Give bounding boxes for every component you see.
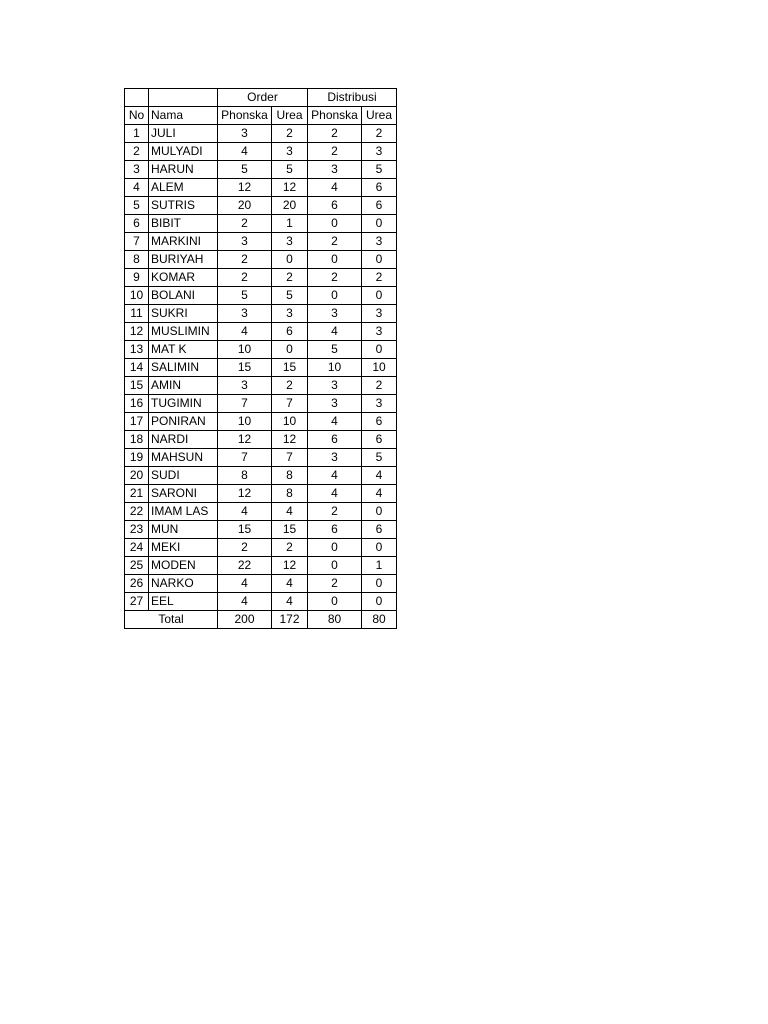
row-number-cell: 13	[125, 341, 149, 359]
table-row	[125, 503, 397, 521]
row-name-cell: NARKO	[149, 575, 218, 593]
table-row	[125, 215, 397, 233]
table-row	[125, 143, 397, 161]
distribusi-phonska-cell: 2	[308, 233, 362, 251]
row-name-cell: MUN	[149, 521, 218, 539]
distribusi-phonska-cell: 5	[308, 341, 362, 359]
table-row	[125, 359, 397, 377]
table-row	[125, 287, 397, 305]
distribusi-phonska-cell: 10	[308, 359, 362, 377]
row-name-cell: JULI	[149, 125, 218, 143]
table-row	[125, 341, 397, 359]
distribusi-phonska-cell: 4	[308, 485, 362, 503]
order-urea-cell: 4	[272, 593, 308, 611]
order-phonska-cell: 3	[218, 377, 272, 395]
distribusi-phonska-cell: 0	[308, 215, 362, 233]
row-name-cell: SUDI	[149, 467, 218, 485]
order-urea-cell: 15	[272, 359, 308, 377]
order-phonska-cell: 3	[218, 233, 272, 251]
row-number-cell: 7	[125, 233, 149, 251]
order-phonska-cell: 2	[218, 539, 272, 557]
distribusi-phonska-cell: 0	[308, 557, 362, 575]
distribusi-urea-cell: 2	[362, 125, 397, 143]
distribusi-urea-cell: 0	[362, 251, 397, 269]
total-distribusi-urea-cell: 80	[362, 611, 397, 629]
row-name-cell: SALIMIN	[149, 359, 218, 377]
distribusi-urea-cell: 6	[362, 413, 397, 431]
distribusi-urea-cell: 3	[362, 143, 397, 161]
row-name-cell: NARDI	[149, 431, 218, 449]
order-phonska-header: Phonska	[218, 107, 272, 125]
order-urea-cell: 12	[272, 431, 308, 449]
order-phonska-cell: 4	[218, 323, 272, 341]
row-number-cell: 21	[125, 485, 149, 503]
order-urea-cell: 20	[272, 197, 308, 215]
order-urea-cell: 8	[272, 485, 308, 503]
order-urea-cell: 4	[272, 503, 308, 521]
order-phonska-cell: 8	[218, 467, 272, 485]
row-number-cell: 1	[125, 125, 149, 143]
row-number-cell: 11	[125, 305, 149, 323]
distribusi-urea-cell: 10	[362, 359, 397, 377]
row-name-cell: MAT K	[149, 341, 218, 359]
table-row	[125, 431, 397, 449]
row-name-cell: KOMAR	[149, 269, 218, 287]
distribusi-urea-cell: 0	[362, 593, 397, 611]
data-table	[124, 88, 397, 629]
table-row	[125, 395, 397, 413]
row-name-cell: MODEN	[149, 557, 218, 575]
order-urea-cell: 15	[272, 521, 308, 539]
row-number-cell: 10	[125, 287, 149, 305]
distribusi-urea-cell: 3	[362, 395, 397, 413]
distribusi-urea-cell: 5	[362, 449, 397, 467]
order-phonska-cell: 12	[218, 431, 272, 449]
distribusi-phonska-cell: 3	[308, 305, 362, 323]
row-number-cell: 8	[125, 251, 149, 269]
row-number-cell: 15	[125, 377, 149, 395]
group-header-row	[125, 89, 397, 107]
distribusi-phonska-cell: 4	[308, 323, 362, 341]
row-number-cell: 2	[125, 143, 149, 161]
distribusi-urea-cell: 3	[362, 305, 397, 323]
distribusi-urea-cell: 3	[362, 323, 397, 341]
table-row	[125, 161, 397, 179]
distribusi-urea-cell: 2	[362, 269, 397, 287]
distribusi-urea-cell: 0	[362, 341, 397, 359]
row-name-cell: ALEM	[149, 179, 218, 197]
order-phonska-cell: 7	[218, 395, 272, 413]
order-phonska-cell: 12	[218, 179, 272, 197]
row-name-cell: AMIN	[149, 377, 218, 395]
row-number-cell: 19	[125, 449, 149, 467]
row-number-cell: 9	[125, 269, 149, 287]
table-row	[125, 197, 397, 215]
row-number-cell: 27	[125, 593, 149, 611]
total-order-urea-cell: 172	[272, 611, 308, 629]
order-phonska-cell: 4	[218, 143, 272, 161]
order-phonska-cell: 2	[218, 215, 272, 233]
distribusi-urea-cell: 5	[362, 161, 397, 179]
row-name-cell: PONIRAN	[149, 413, 218, 431]
row-name-cell: SARONI	[149, 485, 218, 503]
empty-header-cell	[125, 89, 149, 107]
row-name-cell: EEL	[149, 593, 218, 611]
order-urea-cell: 12	[272, 557, 308, 575]
order-urea-cell: 8	[272, 467, 308, 485]
order-urea-cell: 7	[272, 449, 308, 467]
order-urea-header: Urea	[272, 107, 308, 125]
distribusi-urea-cell: 6	[362, 179, 397, 197]
row-number-cell: 25	[125, 557, 149, 575]
total-order-phonska-cell: 200	[218, 611, 272, 629]
row-number-cell: 3	[125, 161, 149, 179]
distribusi-phonska-cell: 4	[308, 467, 362, 485]
order-urea-cell: 3	[272, 143, 308, 161]
distribusi-phonska-cell: 0	[308, 539, 362, 557]
order-phonska-cell: 3	[218, 305, 272, 323]
empty-header-cell	[149, 89, 218, 107]
table-row	[125, 377, 397, 395]
distribusi-urea-cell: 3	[362, 233, 397, 251]
distribusi-urea-cell: 4	[362, 467, 397, 485]
distribusi-urea-cell: 6	[362, 521, 397, 539]
order-group-header: Order	[218, 89, 308, 107]
distribusi-urea-cell: 0	[362, 503, 397, 521]
order-phonska-cell: 3	[218, 125, 272, 143]
order-urea-cell: 0	[272, 341, 308, 359]
table-row	[125, 521, 397, 539]
distribusi-urea-cell: 4	[362, 485, 397, 503]
distribusi-phonska-cell: 3	[308, 377, 362, 395]
distribusi-phonska-cell: 2	[308, 575, 362, 593]
table-row	[125, 485, 397, 503]
order-phonska-cell: 15	[218, 521, 272, 539]
row-name-cell: BOLANI	[149, 287, 218, 305]
row-name-cell: MAHSUN	[149, 449, 218, 467]
order-urea-cell: 4	[272, 575, 308, 593]
row-number-cell: 18	[125, 431, 149, 449]
order-phonska-cell: 15	[218, 359, 272, 377]
row-number-cell: 5	[125, 197, 149, 215]
distribusi-phonska-cell: 4	[308, 179, 362, 197]
order-urea-cell: 5	[272, 161, 308, 179]
order-urea-cell: 2	[272, 377, 308, 395]
row-name-cell: BIBIT	[149, 215, 218, 233]
distribusi-urea-cell: 0	[362, 575, 397, 593]
row-number-cell: 20	[125, 467, 149, 485]
table-row	[125, 575, 397, 593]
order-urea-cell: 2	[272, 269, 308, 287]
row-number-cell: 16	[125, 395, 149, 413]
distribusi-urea-cell: 6	[362, 197, 397, 215]
distribusi-urea-header: Urea	[362, 107, 397, 125]
distribusi-phonska-cell: 3	[308, 395, 362, 413]
distribusi-group-header: Distribusi	[308, 89, 397, 107]
distribusi-phonska-cell: 6	[308, 431, 362, 449]
nama-column-header: Nama	[149, 107, 218, 125]
distribusi-urea-cell: 0	[362, 215, 397, 233]
distribusi-phonska-cell: 3	[308, 449, 362, 467]
order-urea-cell: 5	[272, 287, 308, 305]
order-urea-cell: 10	[272, 413, 308, 431]
row-name-cell: MEKI	[149, 539, 218, 557]
row-number-cell: 17	[125, 413, 149, 431]
order-phonska-cell: 4	[218, 503, 272, 521]
table-row	[125, 125, 397, 143]
order-phonska-cell: 5	[218, 161, 272, 179]
row-number-cell: 26	[125, 575, 149, 593]
order-phonska-cell: 22	[218, 557, 272, 575]
table-row	[125, 323, 397, 341]
table-body	[125, 89, 397, 629]
distribusi-phonska-cell: 4	[308, 413, 362, 431]
distribusi-phonska-cell: 2	[308, 125, 362, 143]
distribusi-phonska-cell: 0	[308, 593, 362, 611]
row-number-cell: 22	[125, 503, 149, 521]
distribusi-urea-cell: 2	[362, 377, 397, 395]
order-phonska-cell: 4	[218, 575, 272, 593]
distribusi-phonska-cell: 2	[308, 143, 362, 161]
row-name-cell: HARUN	[149, 161, 218, 179]
row-number-cell: 24	[125, 539, 149, 557]
row-number-cell: 14	[125, 359, 149, 377]
distribusi-urea-cell: 0	[362, 539, 397, 557]
table-row	[125, 233, 397, 251]
order-urea-cell: 6	[272, 323, 308, 341]
distribusi-phonska-cell: 3	[308, 161, 362, 179]
row-name-cell: MARKINI	[149, 233, 218, 251]
row-number-cell: 4	[125, 179, 149, 197]
row-name-cell: MUSLIMIN	[149, 323, 218, 341]
distribusi-phonska-cell: 6	[308, 197, 362, 215]
distribusi-phonska-cell: 6	[308, 521, 362, 539]
total-row	[125, 611, 397, 629]
order-urea-cell: 12	[272, 179, 308, 197]
distribusi-phonska-cell: 2	[308, 269, 362, 287]
order-phonska-cell: 10	[218, 413, 272, 431]
distribusi-phonska-cell: 2	[308, 503, 362, 521]
order-urea-cell: 1	[272, 215, 308, 233]
table-row	[125, 539, 397, 557]
row-number-cell: 12	[125, 323, 149, 341]
table-row	[125, 305, 397, 323]
table-row	[125, 269, 397, 287]
total-label-cell: Total	[125, 611, 218, 629]
row-number-cell: 23	[125, 521, 149, 539]
table-row	[125, 179, 397, 197]
distribusi-urea-cell: 0	[362, 287, 397, 305]
table-row	[125, 413, 397, 431]
total-distribusi-phonska-cell: 80	[308, 611, 362, 629]
row-name-cell: MULYADI	[149, 143, 218, 161]
column-header-row	[125, 107, 397, 125]
order-urea-cell: 3	[272, 233, 308, 251]
order-urea-cell: 2	[272, 539, 308, 557]
table-row	[125, 449, 397, 467]
order-phonska-cell: 4	[218, 593, 272, 611]
order-phonska-cell: 20	[218, 197, 272, 215]
order-urea-cell: 3	[272, 305, 308, 323]
order-phonska-cell: 10	[218, 341, 272, 359]
order-phonska-cell: 5	[218, 287, 272, 305]
row-number-cell: 6	[125, 215, 149, 233]
table-row	[125, 557, 397, 575]
distribusi-phonska-header: Phonska	[308, 107, 362, 125]
order-phonska-cell: 2	[218, 251, 272, 269]
distribusi-urea-cell: 6	[362, 431, 397, 449]
order-phonska-cell: 12	[218, 485, 272, 503]
order-urea-cell: 2	[272, 125, 308, 143]
table-row	[125, 467, 397, 485]
row-name-cell: SUTRIS	[149, 197, 218, 215]
no-column-header: No	[125, 107, 149, 125]
order-phonska-cell: 7	[218, 449, 272, 467]
order-urea-cell: 0	[272, 251, 308, 269]
distribusi-urea-cell: 1	[362, 557, 397, 575]
distribusi-phonska-cell: 0	[308, 287, 362, 305]
order-phonska-cell: 2	[218, 269, 272, 287]
row-name-cell: SUKRI	[149, 305, 218, 323]
row-name-cell: IMAM LAS	[149, 503, 218, 521]
order-urea-cell: 7	[272, 395, 308, 413]
row-name-cell: TUGIMIN	[149, 395, 218, 413]
table-row	[125, 593, 397, 611]
row-name-cell: BURIYAH	[149, 251, 218, 269]
distribusi-phonska-cell: 0	[308, 251, 362, 269]
table-row	[125, 251, 397, 269]
